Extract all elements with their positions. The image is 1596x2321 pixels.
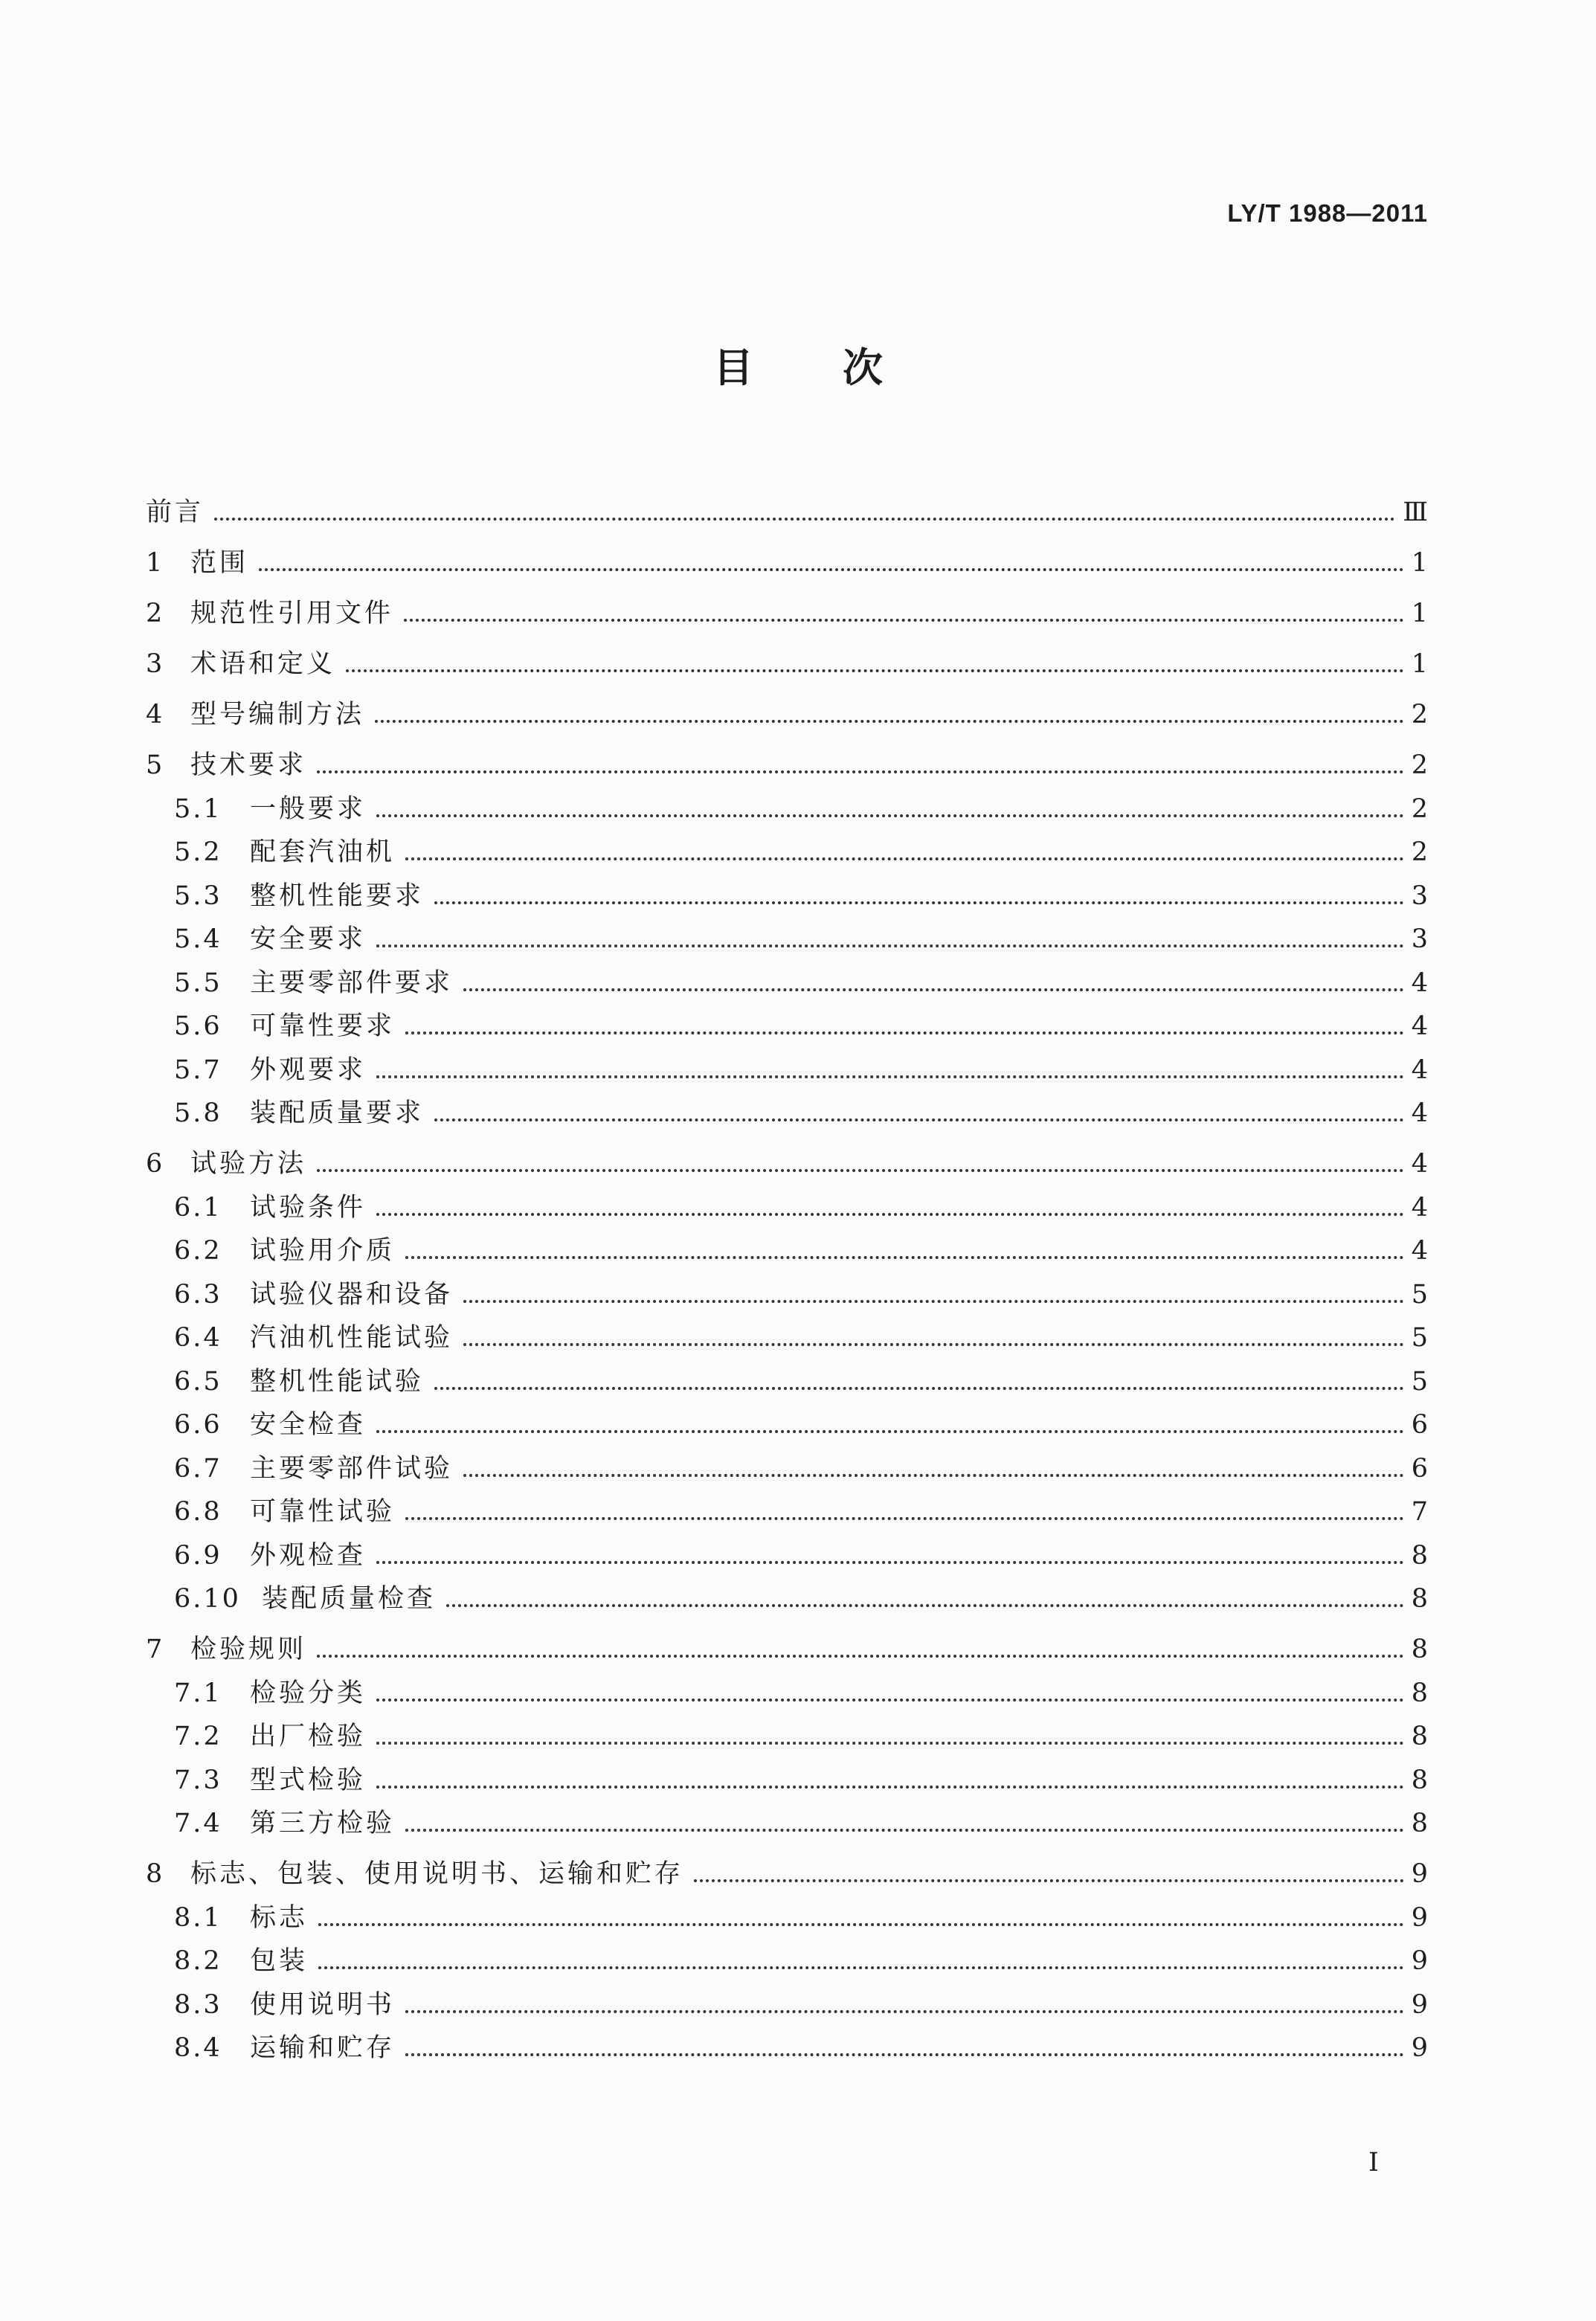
toc-entry-label: 包装 [250,1946,309,1976]
toc-entry-page: 9 [1411,1989,1428,2020]
toc-entry-number: 6.9 [174,1540,222,1571]
dot-leader [376,1430,1404,1433]
dot-leader [463,988,1404,991]
toc-entry-page: 2 [1411,793,1428,824]
toc-entry-page: 4 [1411,1149,1428,1179]
toc-entry-label: 安全检查 [250,1410,367,1440]
toc-entry-label: 技术要求 [190,750,307,780]
toc-entry[interactable] [146,1796,1428,1840]
toc-entry-number: 8.2 [174,1946,222,1976]
dot-leader [346,669,1404,672]
toc-entry-label: 范围 [190,548,249,578]
toc-entry[interactable] [146,1571,1428,1615]
toc-entry-number: 2 [146,599,163,628]
toc-entry[interactable] [146,1934,1428,1977]
toc-entry-label: 规范性引用文件 [190,599,394,628]
toc-entry[interactable] [146,1266,1428,1310]
toc-entry-page: 4 [1411,1236,1428,1266]
dot-leader [405,1256,1404,1259]
toc-entry-number: 7.1 [174,1678,222,1708]
toc-entry[interactable] [146,1752,1428,1796]
toc-entry-page: 5 [1411,1366,1428,1397]
toc-entry-label: 主要零部件试验 [250,1453,454,1484]
toc-entry[interactable] [146,1179,1428,1223]
dot-leader [317,1169,1404,1172]
toc-entry-page: 8 [1411,1540,1428,1571]
toc-entry-number: 6.2 [174,1236,222,1266]
toc-entry-page: 5 [1411,1323,1428,1353]
toc-entry-label: 型式检验 [250,1765,367,1795]
standard-code: LY/T 1988—2011 [1227,199,1428,227]
toc-entry-number: 8 [146,1859,163,1889]
toc-entry-label: 标志 [250,1902,309,1933]
dot-leader [463,1474,1404,1477]
toc-entry-page: 6 [1411,1453,1428,1484]
toc-entry-page: Ⅲ [1403,498,1428,527]
toc-entry-page: 4 [1411,1011,1428,1041]
toc-entry-number: 6.7 [174,1453,222,1484]
toc-entry-number: 5.5 [174,968,222,998]
toc-entry-label: 试验仪器和设备 [250,1279,454,1310]
toc-entry-number: 7 [146,1635,163,1664]
table-of-contents [146,477,1428,2064]
dot-leader [405,1829,1404,1832]
toc-entry-page: 8 [1411,1584,1428,1614]
toc-entry-page: 9 [1411,2033,1428,2063]
toc-entry[interactable] [146,1839,1428,1890]
toc-entry[interactable] [146,825,1428,869]
dot-leader [405,1517,1404,1520]
toc-entry-number: 7.3 [174,1765,222,1795]
toc-entry-label: 整机性能要求 [250,881,425,911]
toc-entry-label: 前言 [146,498,205,527]
toc-entry-page: 9 [1411,1946,1428,1976]
toc-entry-page: 8 [1411,1678,1428,1708]
dot-leader [317,770,1404,773]
toc-entry-label: 外观检查 [250,1540,367,1571]
toc-entry-label: 型号编制方法 [190,700,365,730]
toc-entry-page: 5 [1411,1279,1428,1310]
toc-entry-number: 8.1 [174,1902,222,1933]
toc-entry-label: 主要零部件要求 [250,968,454,998]
toc-entry-page: 3 [1411,881,1428,911]
toc-entry-label: 检验分类 [250,1678,367,1708]
toc-entry-page: 9 [1411,1859,1428,1889]
toc-entry-label: 试验方法 [190,1149,307,1179]
toc-entry-label: 安全要求 [250,924,367,954]
toc-entry-number: 4 [146,700,163,730]
toc-entry-page: 6 [1411,1410,1428,1440]
toc-entry-label: 装配质量检查 [262,1584,437,1614]
toc-entry-page: 7 [1411,1497,1428,1527]
toc-entry[interactable] [146,1484,1428,1528]
toc-entry[interactable] [146,1890,1428,1934]
dot-leader [434,901,1404,904]
toc-entry-label: 整机性能试验 [250,1366,425,1397]
toc-entry-page: 4 [1411,968,1428,998]
toc-entry-number: 6.3 [174,1279,222,1310]
toc-entry-number: 6.4 [174,1323,222,1353]
toc-entry[interactable] [146,1665,1428,1709]
toc-entry-label: 试验用介质 [250,1236,396,1266]
toc-entry[interactable] [146,528,1428,579]
dot-leader [405,857,1404,860]
toc-entry-page: 8 [1411,1722,1428,1751]
toc-entry[interactable] [146,781,1428,825]
toc-entry-page: 8 [1411,1635,1428,1664]
toc-entry-number: 6.6 [174,1410,222,1440]
toc-entry[interactable] [146,629,1428,680]
toc-entry[interactable] [146,1528,1428,1571]
toc-entry[interactable] [146,1310,1428,1354]
toc-entry-number: 7.2 [174,1722,222,1751]
toc-entry-number: 1 [146,548,163,578]
dot-leader [404,619,1404,622]
dot-leader [463,1300,1404,1303]
dot-leader [376,1786,1404,1789]
toc-entry-page: 9 [1411,1902,1428,1933]
toc-entry-number: 5.7 [174,1055,222,1085]
dot-leader [463,1343,1404,1346]
toc-entry-number: 5.2 [174,837,222,867]
toc-entry-number: 3 [146,649,163,679]
toc-entry-page: 1 [1411,649,1428,679]
toc-entry-page: 8 [1411,1809,1428,1838]
toc-entry[interactable] [146,579,1428,629]
dot-leader [405,2053,1404,2056]
dot-leader [376,1075,1404,1078]
dot-leader [376,944,1404,947]
toc-entry-number: 6.10 [174,1584,241,1614]
toc-entry[interactable] [146,730,1428,781]
dot-leader [434,1387,1404,1390]
toc-entry-page: 4 [1411,1098,1428,1128]
dot-leader [694,1879,1404,1882]
dot-leader [259,568,1404,571]
toc-entry[interactable] [146,1086,1428,1130]
page-number: I [1368,2148,1379,2177]
toc-entry-number: 5.3 [174,881,222,911]
toc-entry-label: 出厂检验 [250,1722,367,1751]
dot-leader [376,1742,1404,1745]
toc-entry-number: 6.1 [174,1192,222,1223]
toc-entry-label: 可靠性要求 [250,1011,396,1041]
toc-entry[interactable] [146,1042,1428,1086]
toc-entry[interactable] [146,477,1428,528]
dot-leader [434,1118,1404,1121]
toc-entry-label: 使用说明书 [250,1989,396,2020]
toc-entry[interactable] [146,868,1428,912]
toc-entry[interactable] [146,955,1428,999]
toc-entry-page: 2 [1411,700,1428,730]
dot-leader [376,814,1404,817]
toc-entry-page: 4 [1411,1055,1428,1085]
toc-entry-number: 6 [146,1149,163,1179]
toc-entry-label: 运输和贮存 [250,2033,396,2063]
toc-entry-page: 3 [1411,924,1428,954]
toc-entry[interactable] [146,1709,1428,1753]
toc-entry-label: 试验条件 [250,1192,367,1223]
toc-entry[interactable] [146,2021,1428,2064]
toc-entry-page: 4 [1411,1192,1428,1223]
toc-entry-number: 5.1 [174,793,222,824]
toc-entry[interactable] [146,1353,1428,1397]
dot-leader [214,518,1395,521]
toc-entry[interactable] [146,1397,1428,1441]
toc-entry-label: 配套汽油机 [250,837,396,867]
dot-leader [446,1604,1404,1607]
toc-entry[interactable] [146,1977,1428,2021]
toc-entry-label: 一般要求 [250,793,367,824]
dot-leader [375,720,1404,723]
toc-entry-number: 8.3 [174,1989,222,2020]
toc-entry-number: 6.5 [174,1366,222,1397]
dot-leader [405,2010,1404,2013]
page-title: 目次 [713,344,972,391]
toc-entry-page: 1 [1411,548,1428,578]
toc-entry-number: 5.6 [174,1011,222,1041]
dot-leader [376,1699,1404,1702]
toc-entry-page: 2 [1411,837,1428,867]
toc-entry-number: 5.4 [174,924,222,954]
dot-leader [376,1561,1404,1564]
dot-leader [405,1031,1404,1034]
toc-entry-label: 可靠性试验 [250,1497,396,1527]
toc-entry-label: 外观要求 [250,1055,367,1085]
toc-entry-label: 检验规则 [190,1635,307,1664]
dot-leader [318,1923,1404,1926]
toc-entry-label: 标志、包装、使用说明书、运输和贮存 [190,1859,684,1889]
toc-entry-number: 7.4 [174,1809,222,1838]
toc-entry-label: 汽油机性能试验 [250,1323,454,1353]
toc-entry-label: 术语和定义 [190,649,336,679]
toc-entry-page: 2 [1411,750,1428,780]
toc-entry[interactable] [146,912,1428,956]
dot-leader [376,1213,1404,1216]
toc-entry-label: 装配质量要求 [250,1098,425,1128]
toc-entry[interactable] [146,1440,1428,1484]
toc-entry-number: 5.8 [174,1098,222,1128]
toc-entry[interactable] [146,999,1428,1043]
dot-leader [317,1655,1404,1658]
toc-entry[interactable] [146,1129,1428,1179]
toc-entry-page: 1 [1411,599,1428,628]
toc-entry[interactable] [146,680,1428,730]
toc-entry-number: 5 [146,750,163,780]
dot-leader [318,1966,1404,1969]
toc-entry-number: 6.8 [174,1497,222,1527]
toc-entry[interactable] [146,1223,1428,1267]
toc-entry[interactable] [146,1615,1428,1665]
toc-entry-page: 8 [1411,1765,1428,1795]
toc-entry-number: 8.4 [174,2033,222,2063]
toc-entry-label: 第三方检验 [250,1809,396,1838]
